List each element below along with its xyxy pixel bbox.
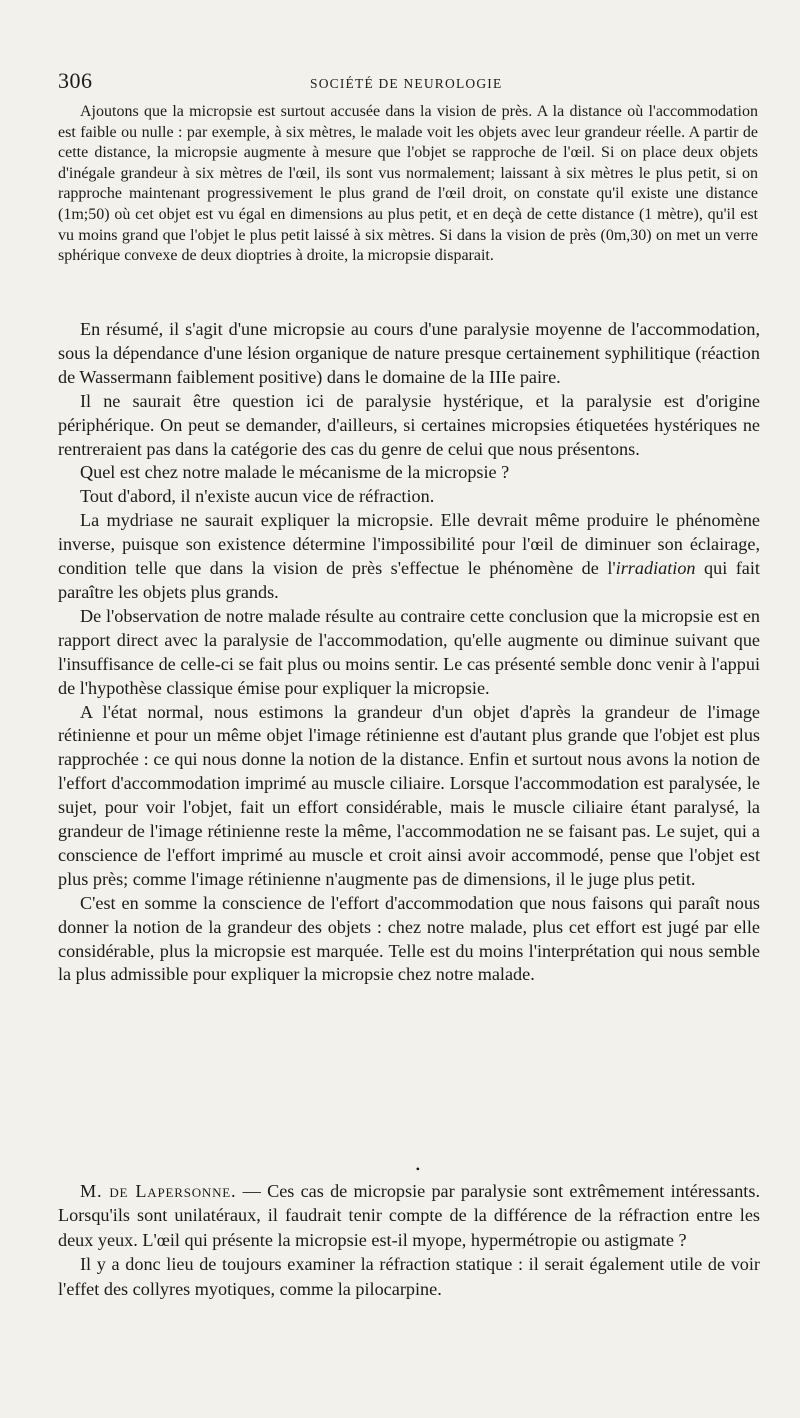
mydriasis-text-before: La mydriase ne saurait expliquer la micropsie. Elle devrait même produire le phénomène inverse, puisque son existence détermine l'impossibilité pour l'œil de diminuer son éclairage, condition telle que dans la vision de près s'effectue le phénomène de l': [58, 510, 760, 579]
discussion-followup: Il y a donc lieu de toujours examiner la réfraction statique : il serait également utile de voir l'effet des collyres myotiques, comme la pilocarpine.: [58, 1254, 760, 1299]
section-separator: •: [415, 1162, 420, 1176]
summary-paragraph: En résumé, il s'agit d'une micropsie au cours d'une paralysie moyenne de l'accommodation, sous la dépendance d'une lésion organique de nature presque certainement syphilitique (réaction de Wassermann faiblement positive) dans le domaine de la IIIe paire.: [58, 319, 760, 387]
observation-conclusion-paragraph: De l'observation de notre malade résulte au contraire cette conclusion que la micropsie est en rapport direct avec la paralysie de l'accommodation, qu'elle augmente ou diminue suivant que l'insuffisance de celle-ci se fait plus ou moins sentir. Le cas présenté semble donc venir à l'appui de l'hypothèse classique émise pour expliquer la micropsie.: [58, 605, 760, 698]
discussion: [58, 1159, 760, 1301]
mydriasis-text-after: qui fait paraître les objets plus grands.: [58, 558, 760, 602]
refraction-statement: Tout d'abord, il n'existe aucun vice de réfraction.: [80, 486, 435, 507]
running-title: SOCIÉTÉ DE NEUROLOGIE: [310, 76, 503, 91]
main-text: [58, 318, 760, 987]
small-print-paragraph: Ajoutons que la micropsie est surtout accusée dans la vision de près. A la distance où l'accommodation est faible ou nulle : par exemple, à six mètres, le malade voit les objets avec leur grandeur réelle. A partir de cette distance, la micropsie augmente à mesure que l'objet se rapproche de l'œil. Si on place deux objets d'inégale grandeur à six mètres de l'œil, ils sont vus normalement; laissant à six mètres le plus petit, si on rapproche maintenant progressivement le plus grand de l'œil droit, on constate qu'il existe une distance (1m;50) où cet objet est vu égal en dimensions au plus petit, et en deçà de cette distance (1 mètre), qu'il est vu moins grand que l'objet le plus petit laissé à six mètres. Si dans la vision de près (0m,30) on met un verre sphérique convexe de deux dioptries à droite, la micropsie disparait.: [58, 103, 758, 265]
mydriasis-paragraph: [58, 509, 760, 605]
speaker-name: M. de Lapersonne.: [80, 1181, 237, 1201]
hysteria-paragraph: Il ne saurait être question ici de paralysie hystérique, et la paralysie est d'origine périphérique. On peut se demander, d'ailleurs, si certaines micropsies étiquetées hystériques ne rentreraient pas dans la catégorie des cas du genre de celui que nous présentons.: [58, 390, 760, 459]
irradiation-term: irradiation: [615, 558, 696, 579]
page-header: [58, 68, 758, 98]
discussion-text: — Ces cas de micropsie par paralysie sont extrêmement intéressants. Lorsqu'ils sont unilatéraux, il faudrait tenir compte de la différence de la réfraction entre les deux yeux. L'œil qui présente la micropsie est-il myope, hypermétropie ou astigmate ?: [58, 1181, 760, 1250]
interpretation-paragraph: C'est en somme la conscience de l'effort d'accommodation que nous faisons qui paraît nous donner la notion de la grandeur des objets : chez notre malade, plus cet effort est jugé par elle considérable, plus la micropsie est marquée. Telle est du moins l'interprétation qui nous semble la plus admissible pour expliquer la micropsie chez notre malade.: [58, 892, 760, 985]
mechanism-question: Quel est chez notre malade le mécanisme de la micropsie ?: [80, 462, 510, 483]
observation-detail: [58, 102, 758, 267]
normal-state-paragraph: A l'état normal, nous estimons la grandeur d'un objet d'après la grandeur de l'image rétinienne et pour un même objet l'image rétinienne est d'autant plus grande que l'objet est plus rapprochée : ce qui nous donne la notion de la distance. Enfin et surtout nous avons la notion de l'effort d'accommodation imprimé au muscle ciliaire. Lorsque l'accommodation est paralysée, le sujet, pour voir l'objet, fait un effort considérable, mais le muscle ciliaire étant paralysé, la grandeur de l'image rétinienne reste la même, l'accommodation ne se faisant pas. Le sujet, qui a conscience de l'effort imprimé au muscle et croit ainsi avoir accommodé, pense que l'objet est plus près; comme l'image rétinienne n'augmente pas de dimensions, il le juge plus petit.: [58, 701, 760, 889]
discussion-paragraph: [58, 1179, 760, 1252]
page-number: 306: [58, 68, 93, 93]
